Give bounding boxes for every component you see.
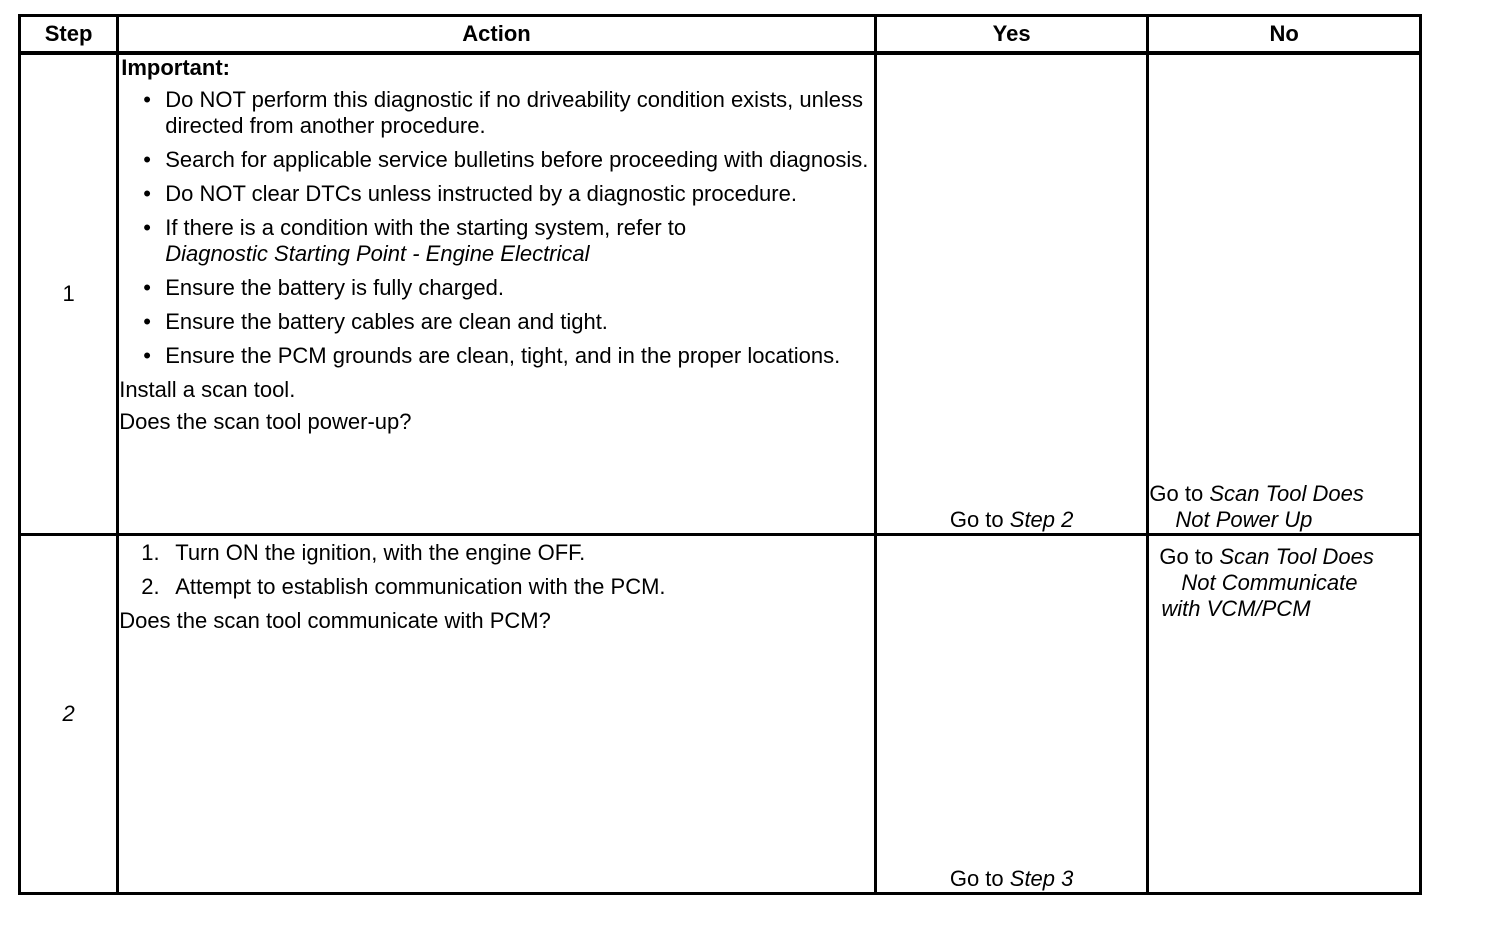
no-ref-line2: Not Communicate bbox=[1181, 570, 1358, 595]
yes-cell bbox=[875, 535, 1148, 894]
no-ref-line1: Scan Tool Does bbox=[1209, 481, 1364, 506]
header-no: No bbox=[1148, 16, 1421, 54]
no-cell bbox=[1148, 535, 1421, 894]
important-list bbox=[119, 87, 874, 369]
list-item: • Search for applicable service bulletins before proceeding with diagnosis. bbox=[143, 147, 869, 172]
yes-prefix: Go to bbox=[949, 866, 1004, 891]
header-row bbox=[20, 16, 1421, 54]
yes-prefix: Go to bbox=[949, 507, 1004, 532]
list-item: • Ensure the battery is fully charged. bbox=[143, 275, 504, 300]
instruction-text: Install a scan tool. bbox=[119, 377, 296, 402]
reference-link: Diagnostic Starting Point - Engine Electrical bbox=[165, 241, 590, 266]
yes-step-link: Step 3 bbox=[1009, 866, 1074, 891]
bullet-icon: • bbox=[143, 275, 151, 300]
table-row bbox=[20, 53, 1421, 535]
header-action: Action bbox=[118, 16, 876, 54]
no-ref-line3: with VCM/PCM bbox=[1161, 596, 1311, 621]
bullet-icon: • bbox=[143, 181, 151, 206]
question-text: Does the scan tool communicate with PCM? bbox=[119, 608, 551, 633]
no-ref-line2: Not Power Up bbox=[1175, 507, 1313, 532]
action-cell bbox=[118, 535, 876, 894]
important-label: Important: bbox=[121, 55, 230, 80]
no-prefix: Go to bbox=[1149, 481, 1204, 506]
header-step: Step bbox=[20, 16, 118, 54]
list-item: • If there is a condition with the starting system, refer to Diagnostic Starting Point - Engine Electrical bbox=[141, 215, 874, 267]
steps-list bbox=[119, 540, 874, 600]
no-ref-line1: Scan Tool Does bbox=[1219, 544, 1374, 569]
diagnostic-table bbox=[18, 14, 1422, 895]
action-cell bbox=[118, 53, 876, 535]
no-cell bbox=[1148, 53, 1421, 535]
yes-step-link: Step 2 bbox=[1009, 507, 1074, 532]
list-item: 1. Turn ON the ignition, with the engine OFF. bbox=[141, 540, 586, 565]
question-text: Does the scan tool power-up? bbox=[119, 409, 412, 434]
yes-cell bbox=[875, 53, 1148, 535]
table-row bbox=[20, 535, 1421, 894]
list-item: 2. Attempt to establish communication with the PCM. bbox=[141, 574, 666, 599]
bullet-icon: • bbox=[143, 215, 151, 240]
list-item: • Do NOT clear DTCs unless instructed by a diagnostic procedure. bbox=[143, 181, 797, 206]
list-item: • Ensure the battery cables are clean and tight. bbox=[143, 309, 608, 334]
list-item: • Do NOT perform this diagnostic if no driveability condition exists, unless directed from another procedure. bbox=[143, 87, 863, 138]
bullet-icon: • bbox=[143, 309, 151, 334]
step-number: 2 bbox=[20, 535, 118, 894]
list-item: • Ensure the PCM grounds are clean, tight, and in the proper locations. bbox=[143, 343, 841, 368]
bullet-icon: • bbox=[143, 147, 151, 172]
step-number: 1 bbox=[20, 53, 118, 535]
header-yes: Yes bbox=[875, 16, 1148, 54]
no-prefix: Go to bbox=[1159, 544, 1214, 569]
bullet-icon: • bbox=[143, 343, 151, 368]
bullet-icon: • bbox=[143, 87, 151, 112]
